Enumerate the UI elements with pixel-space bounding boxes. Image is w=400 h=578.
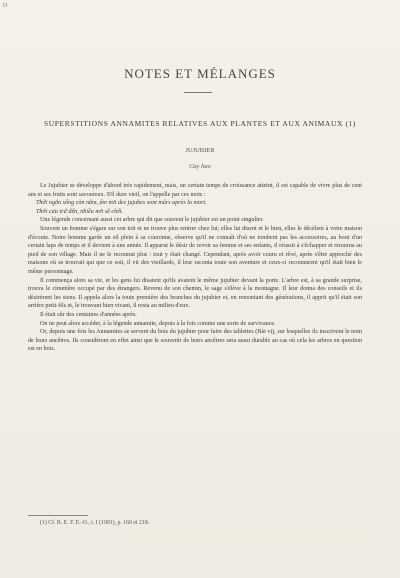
article-subtitle: JUJUBIER (185, 147, 215, 154)
article-title: SUPERSTITIONS ANNAMITES RELATIVES AUX PLANTES ET AUX ANIMAUX (1) (43, 119, 357, 128)
paragraph: Il commença alors sa vie, et les gens lui disaient qu'ils avaient le même jujubier devant la porte. L'arbre est, à sa grande surprise, trouva le cimetière occupé par des étrangers. Revenu de son chemin, le sage s'élève à la montagne. Il leur donna des conseils et ils désirèrent les siens. Il appela alors la toute première des branches du jujubier et, en remontant des générations, il apprit qu'il était son arrière petit-fils et, le trouvant bien vivant, il resta au milieu d'eux. (28, 277, 362, 310)
article-body (28, 182, 362, 354)
paragraph: Il était sûr des centaines d'années après. (40, 311, 137, 318)
footnote-rule (28, 515, 88, 516)
article-byline: Cay hao (189, 163, 211, 170)
paragraph: Souvent un homme s'égare sur son toit et ne trouve plus rentrer chez lui; elles lui disent et le bien, elles le décèlent à votre maison d'écoute. Notre homme garde un sil plein à sa couronne, observe qu'il ne connaît d'où ne tombent pas les accessoires, au bout d'un certain laps de temps et il devient à une année. Il apparut le désir de revoir sa femme et ses enfants, il réussit à s'échapper et retourna au pied de son village. Mais il ne le reconnut plus : tout y était changé. Cependant, après avoir couru et rêvé, après s'être approché des maisons où se trouvait qui que ce soit, il vit des vieillards, il leur raconta toute son aventure et ceux-ci reconnurent qu'il était bien le même personnage. (28, 225, 362, 275)
paragraph: On ne peut alors accéder, à la légende annamite, depuis à la fois comme une sorte de survivance. (40, 320, 276, 327)
title-rule (184, 92, 212, 93)
paragraph: Le Jujubier se développe d'abord très rapidement, mais, un certain temps de croissance atteint, il est capable de vivre plus de cent ans et ses fruits sont savoureux. S'il dure vieil, on l'appelle par ces mots : (28, 183, 362, 198)
section-title: NOTES ET MÉLANGES (124, 66, 276, 81)
corner-mark: O (3, 3, 8, 9)
paragraph: Une légende concernant aussi cet arbre qui dit que souvent le jujubier est un point singulier. (40, 217, 264, 224)
quote-line: Thời ngắn sống còn năm, âm nơi des jujubes sont mûrs après la mort. (36, 200, 207, 207)
paragraph: Or, depuis une fois les Annamites se servent du bois du jujubier pour faire des tablettes (Bài vị), sur lesquelles ils inscrivent le nom de leurs ancêtres. Ils considèrent en effet ainsi que le souvenir de leurs ancêtres sera aussi durable au cas où cela les arbres en question est en bois. (28, 329, 362, 353)
quote-line: Thời cưa trứ đến, nhiều nơi sẽ chết. (36, 208, 124, 215)
footnote: (1) Cf. B. E. F. E.-O., t. I (1901), p. 160 et 218. (40, 520, 150, 526)
